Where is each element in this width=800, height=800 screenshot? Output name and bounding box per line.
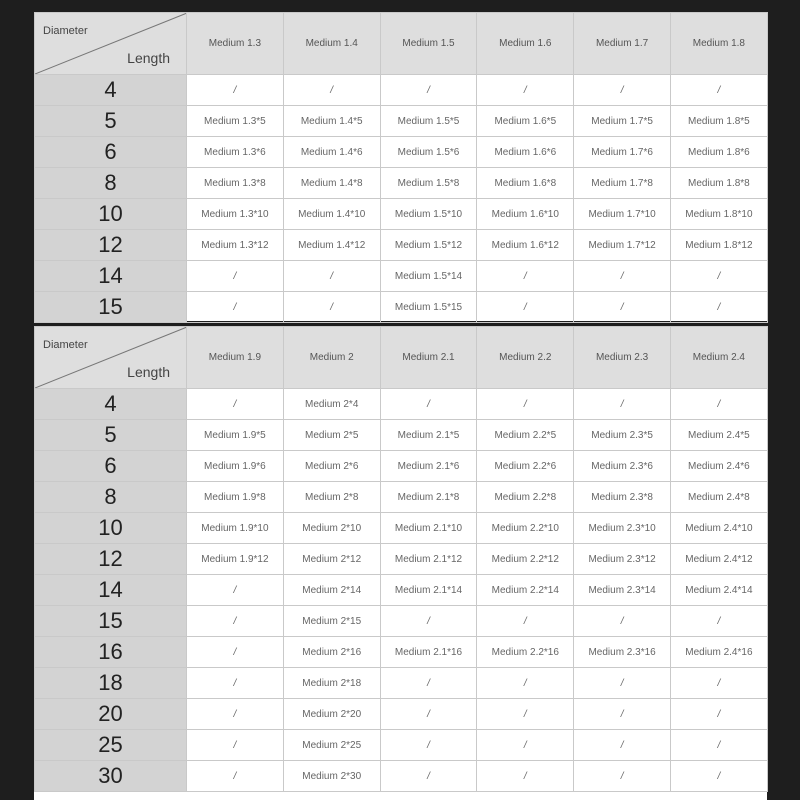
length-cell: 25 [35,730,187,761]
size-cell: Medium 1.5*6 [380,137,477,168]
size-cell: Medium 1.7*12 [574,230,671,261]
length-cell: 4 [35,75,187,106]
length-cell: 4 [35,389,187,420]
table-row [35,451,768,482]
size-cell: Medium 2.1*5 [380,420,477,451]
unavailable-cell: / [670,761,767,792]
unavailable-cell: / [187,75,284,106]
size-cell: Medium 2*30 [283,761,380,792]
unavailable-cell: / [574,75,671,106]
diameter-header: Medium 2.2 [477,327,574,389]
size-cell: Medium 1.3*12 [187,230,284,261]
size-cell: Medium 1.9*8 [187,482,284,513]
unavailable-cell: / [187,261,284,292]
size-cell: Medium 2.2*16 [477,637,574,668]
table-row [35,606,768,637]
length-cell: 15 [35,292,187,323]
size-cell: Medium 2.4*6 [670,451,767,482]
diameter-header: Medium 1.3 [187,13,284,75]
size-cell: Medium 1.5*10 [380,199,477,230]
size-cell: Medium 2.1*12 [380,544,477,575]
unavailable-cell: / [574,606,671,637]
unavailable-cell: / [574,292,671,323]
size-cell: Medium 1.4*10 [283,199,380,230]
size-cell: Medium 1.3*5 [187,106,284,137]
table-row [35,761,768,792]
table-row [35,699,768,730]
length-cell: 30 [35,761,187,792]
size-cell: Medium 2.3*14 [574,575,671,606]
size-cell: Medium 1.4*8 [283,168,380,199]
unavailable-cell: / [187,761,284,792]
length-cell: 18 [35,668,187,699]
size-cell: Medium 2.3*5 [574,420,671,451]
length-cell: 10 [35,199,187,230]
size-cell: Medium 1.3*6 [187,137,284,168]
table-row [35,75,768,106]
unavailable-cell: / [574,668,671,699]
unavailable-cell: / [477,699,574,730]
size-cell: Medium 2.3*8 [574,482,671,513]
table-row [35,199,768,230]
size-cell: Medium 2*8 [283,482,380,513]
size-cell: Medium 1.6*8 [477,168,574,199]
size-cell: Medium 1.8*5 [670,106,767,137]
size-cell: Medium 1.8*8 [670,168,767,199]
length-label: Length [127,364,170,380]
size-cell: Medium 1.7*8 [574,168,671,199]
length-cell: 8 [35,168,187,199]
size-cell: Medium 2*15 [283,606,380,637]
unavailable-cell: / [477,606,574,637]
length-cell: 10 [35,513,187,544]
size-cell: Medium 2*14 [283,575,380,606]
unavailable-cell: / [670,261,767,292]
size-cell: Medium 2.2*8 [477,482,574,513]
size-table-2 [34,326,767,800]
diameter-header: Medium 2 [283,327,380,389]
unavailable-cell: / [574,389,671,420]
size-cell: Medium 2.4*10 [670,513,767,544]
table-row [35,575,768,606]
unavailable-cell: / [380,389,477,420]
diameter-label: Diameter [43,25,88,37]
size-cell: Medium 1.6*5 [477,106,574,137]
size-cell: Medium 2.3*12 [574,544,671,575]
length-cell: 20 [35,699,187,730]
size-cell: Medium 1.4*5 [283,106,380,137]
diameter-header: Medium 2.4 [670,327,767,389]
unavailable-cell: / [477,261,574,292]
unavailable-cell: / [380,730,477,761]
table-row [35,389,768,420]
unavailable-cell: / [187,699,284,730]
size-cell: Medium 1.6*10 [477,199,574,230]
size-cell: Medium 1.5*14 [380,261,477,292]
size-cell: Medium 1.6*6 [477,137,574,168]
unavailable-cell: / [477,668,574,699]
unavailable-cell: / [670,699,767,730]
diameter-header: Medium 1.7 [574,13,671,75]
size-cell: Medium 2.3*6 [574,451,671,482]
diameter-header: Medium 1.8 [670,13,767,75]
size-cell: Medium 1.5*8 [380,168,477,199]
size-cell: Medium 2.4*14 [670,575,767,606]
table-row [35,230,768,261]
length-label: Length [127,50,170,66]
unavailable-cell: / [477,292,574,323]
size-cell: Medium 2.2*5 [477,420,574,451]
length-cell: 16 [35,637,187,668]
size-cell: Medium 2*4 [283,389,380,420]
size-cell: Medium 2*10 [283,513,380,544]
corner-header-cell [35,13,187,75]
unavailable-cell: / [380,699,477,730]
unavailable-cell: / [283,75,380,106]
unavailable-cell: / [380,668,477,699]
size-cell: Medium 2.1*16 [380,637,477,668]
size-cell: Medium 1.9*10 [187,513,284,544]
unavailable-cell: / [670,730,767,761]
table-row [35,513,768,544]
size-table-1 [34,12,767,321]
unavailable-cell: / [283,292,380,323]
unavailable-cell: / [187,668,284,699]
length-cell: 8 [35,482,187,513]
length-cell: 5 [35,420,187,451]
size-cell: Medium 2.2*6 [477,451,574,482]
table-row [35,668,768,699]
size-cell: Medium 1.7*6 [574,137,671,168]
unavailable-cell: / [574,730,671,761]
table-row [35,106,768,137]
size-cell: Medium 1.4*6 [283,137,380,168]
unavailable-cell: / [187,730,284,761]
diameter-header: Medium 1.5 [380,13,477,75]
diameter-label: Diameter [43,339,88,351]
table-row [35,730,768,761]
unavailable-cell: / [187,575,284,606]
diameter-header: Medium 1.6 [477,13,574,75]
size-cell: Medium 1.3*8 [187,168,284,199]
length-cell: 14 [35,261,187,292]
unavailable-cell: / [477,389,574,420]
size-cell: Medium 2.4*12 [670,544,767,575]
diameter-header: Medium 1.4 [283,13,380,75]
size-cell: Medium 2.4*5 [670,420,767,451]
size-spec-table [34,12,768,323]
size-cell: Medium 1.5*12 [380,230,477,261]
diameter-header: Medium 2.3 [574,327,671,389]
length-cell: 6 [35,137,187,168]
size-cell: Medium 2.3*16 [574,637,671,668]
table-row [35,168,768,199]
size-cell: Medium 1.3*10 [187,199,284,230]
length-cell: 5 [35,106,187,137]
unavailable-cell: / [670,292,767,323]
size-cell: Medium 2*6 [283,451,380,482]
size-cell: Medium 2*20 [283,699,380,730]
size-cell: Medium 1.9*6 [187,451,284,482]
unavailable-cell: / [187,292,284,323]
size-cell: Medium 2.3*10 [574,513,671,544]
size-cell: Medium 1.8*10 [670,199,767,230]
unavailable-cell: / [283,261,380,292]
size-cell: Medium 2*5 [283,420,380,451]
unavailable-cell: / [670,75,767,106]
size-cell: Medium 2.1*14 [380,575,477,606]
size-cell: Medium 2*25 [283,730,380,761]
size-cell: Medium 2.2*10 [477,513,574,544]
table-row [35,637,768,668]
unavailable-cell: / [380,606,477,637]
table-row [35,137,768,168]
size-cell: Medium 1.7*10 [574,199,671,230]
unavailable-cell: / [670,668,767,699]
unavailable-cell: / [670,606,767,637]
diameter-header: Medium 1.9 [187,327,284,389]
header-row [35,13,768,75]
table-row [35,482,768,513]
size-cell: Medium 1.8*12 [670,230,767,261]
length-cell: 6 [35,451,187,482]
unavailable-cell: / [187,389,284,420]
size-cell: Medium 2.1*8 [380,482,477,513]
unavailable-cell: / [477,75,574,106]
length-cell: 12 [35,544,187,575]
unavailable-cell: / [574,261,671,292]
length-cell: 14 [35,575,187,606]
size-cell: Medium 1.4*12 [283,230,380,261]
unavailable-cell: / [477,761,574,792]
size-cell: Medium 2*16 [283,637,380,668]
table-row [35,261,768,292]
size-cell: Medium 1.9*5 [187,420,284,451]
unavailable-cell: / [380,761,477,792]
diameter-header: Medium 2.1 [380,327,477,389]
size-cell: Medium 2.2*12 [477,544,574,575]
size-cell: Medium 1.6*12 [477,230,574,261]
size-cell: Medium 1.5*5 [380,106,477,137]
size-cell: Medium 2*18 [283,668,380,699]
unavailable-cell: / [477,730,574,761]
size-cell: Medium 1.8*6 [670,137,767,168]
table-row [35,292,768,323]
size-cell: Medium 2.4*16 [670,637,767,668]
size-cell: Medium 1.7*5 [574,106,671,137]
size-cell: Medium 2*12 [283,544,380,575]
size-cell: Medium 2.1*10 [380,513,477,544]
size-cell: Medium 1.5*15 [380,292,477,323]
size-cell: Medium 2.1*6 [380,451,477,482]
size-cell: Medium 2.2*14 [477,575,574,606]
unavailable-cell: / [187,606,284,637]
length-cell: 15 [35,606,187,637]
size-cell: Medium 2.4*8 [670,482,767,513]
unavailable-cell: / [670,389,767,420]
header-row [35,327,768,389]
size-spec-table [34,326,768,792]
length-cell: 12 [35,230,187,261]
table-row [35,420,768,451]
unavailable-cell: / [380,75,477,106]
unavailable-cell: / [187,637,284,668]
unavailable-cell: / [574,761,671,792]
corner-header-cell [35,327,187,389]
unavailable-cell: / [574,699,671,730]
size-cell: Medium 1.9*12 [187,544,284,575]
table-row [35,544,768,575]
